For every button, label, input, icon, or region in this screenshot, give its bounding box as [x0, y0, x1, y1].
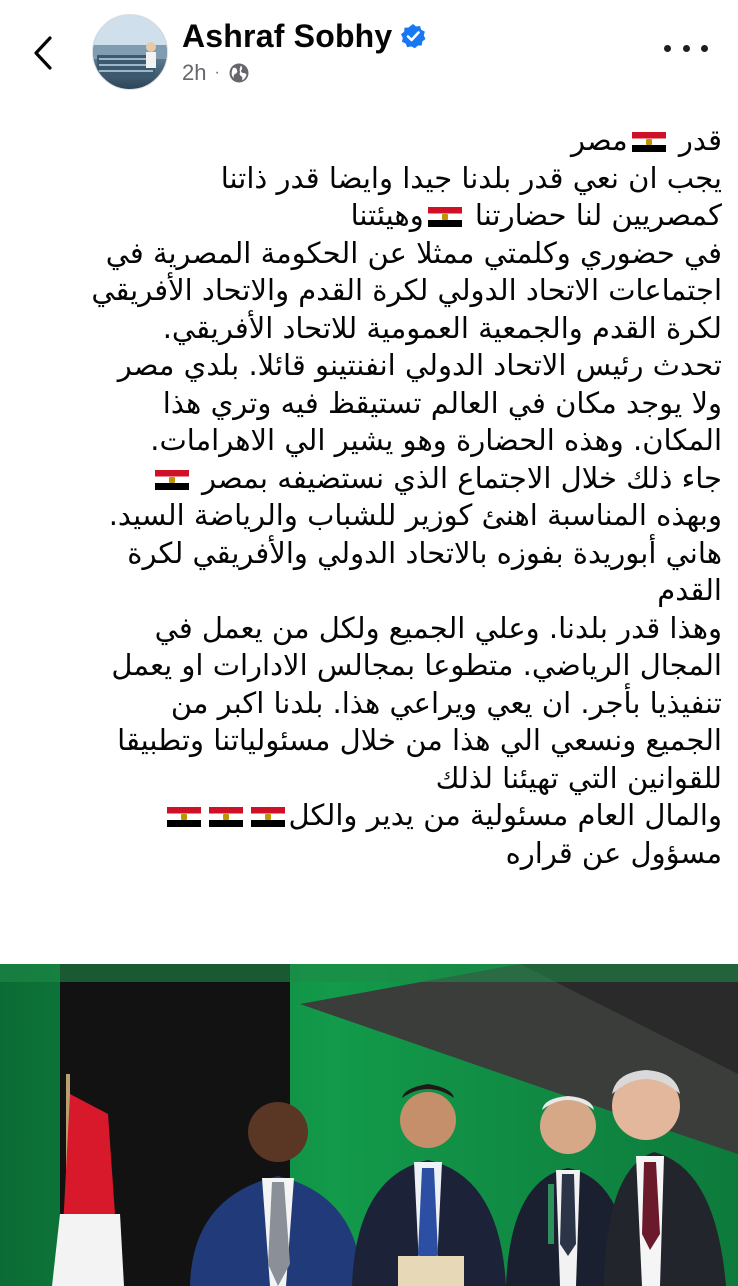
- globe-icon[interactable]: [228, 62, 250, 84]
- egypt-flag-icon: [209, 807, 243, 827]
- post-text-line: تحدث رئيس الاتحاد الدولي انفنتينو قائلا. بلدي مصر: [117, 348, 722, 382]
- post-photo-image: [0, 964, 738, 1286]
- post-text-line: يجب ان نعي قدر بلدنا جيدا وايضا قدر ذاتنا: [220, 160, 722, 195]
- post-text-line: وهذا قدر بلدنا. وعلي الجميع ولكل من يعمل في: [154, 610, 722, 645]
- author-name-row: [182, 14, 426, 58]
- more-dot-icon: [664, 45, 671, 52]
- post-text-line: اجتماعات الاتحاد الدولي لكرة القدم والاتحاد الأفريقي: [91, 273, 722, 307]
- verified-badge-icon: [400, 23, 426, 49]
- post-header: [0, 0, 738, 100]
- chevron-left-icon: [24, 28, 64, 78]
- post-text-line: هاني أبوريدة بفوزه بالاتحاد الدولي والأفريقي لكرة: [127, 535, 722, 570]
- post-text-line: كمصريين لنا حضارتنا وهيئتنا: [350, 198, 722, 232]
- more-dot-icon: [683, 45, 690, 52]
- egypt-flag-icon: [251, 807, 285, 827]
- post-meta: [182, 58, 250, 88]
- post-text-line: قدر مصر: [571, 123, 722, 157]
- post-text-line: والمال العام مسئولية من يدير والكل: [50, 797, 722, 835]
- meta-separator: ·: [214, 64, 220, 81]
- post-text-line: مسؤول عن قراره: [505, 835, 722, 870]
- egypt-flag-icon: [167, 807, 201, 827]
- post-timestamp[interactable]: 2h: [182, 60, 207, 85]
- post-text-line: ولا يوجد مكان في العالم تستيقظ فيه وتري هذا: [162, 385, 722, 420]
- post-text-line: وبهذه المناسبة اهنئ كوزير للشباب والرياضة السيد.: [108, 498, 722, 532]
- author-avatar[interactable]: [92, 14, 168, 90]
- egypt-flag-icon: [155, 470, 189, 490]
- post-text-line: جاء ذلك خلال الاجتماع الذي نستضيفه بمصر: [50, 460, 722, 498]
- post-text-line: للقوانين التي تهيئنا لذلك: [435, 760, 722, 795]
- post-text-line: لكرة القدم والجمعية العمومية للاتحاد الأفريقي.: [162, 310, 722, 345]
- avatar-image: [93, 15, 167, 89]
- post-text-line: المكان. وهذه الحضارة وهو يشير الي الاهرامات.: [150, 423, 722, 457]
- author-name[interactable]: Ashraf Sobhy: [182, 17, 393, 54]
- more-options-button[interactable]: [664, 38, 708, 58]
- egypt-flag-icon: [428, 207, 462, 227]
- post-text: [50, 122, 722, 872]
- back-button[interactable]: [24, 28, 64, 78]
- egypt-flag-icon: [632, 132, 666, 152]
- post-text-line: تنفيذيا بأجر. ان يعي ويراعي هذا. بلدنا اكبر من: [170, 685, 722, 720]
- post-photo[interactable]: [0, 964, 738, 1286]
- post-text-line: في حضوري وكلمتي ممثلا عن الحكومة المصرية في: [105, 235, 722, 270]
- more-dot-icon: [701, 45, 708, 52]
- post-text-line: المجال الرياضي. متطوعا بمجالس الادارات او يعمل: [111, 648, 722, 682]
- post-text-line: القدم: [657, 573, 722, 607]
- post-text-line: الجميع ونسعي الي هذا من خلال مسئولياتنا وتطبيقا: [117, 723, 722, 757]
